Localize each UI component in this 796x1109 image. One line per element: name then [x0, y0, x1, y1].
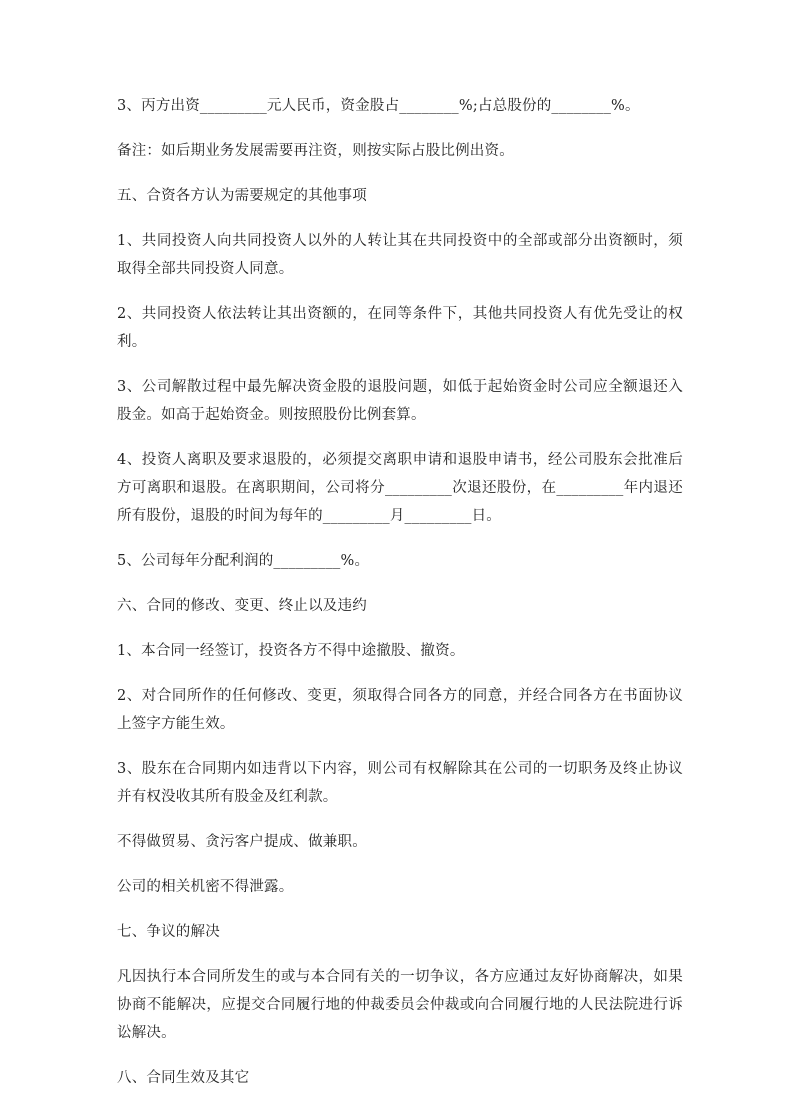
clause-6-1: 1、本合同一经签订，投资各方不得中途撤股、撤资。: [117, 643, 465, 659]
section-heading-8: 八、合同生效及其它: [117, 1070, 250, 1086]
clause-5-5: 5、公司每年分配利润的_________%。: [117, 553, 370, 569]
section-heading-6: 六、合同的修改、变更、终止以及违约: [117, 598, 367, 614]
prohibition-trade: 不得做贸易、贪污客户提成、做兼职。: [117, 834, 367, 850]
prohibition-secrets: 公司的相关机密不得泄露。: [117, 879, 294, 895]
clause-6-3: 3、股东在合同期内如违背以下内容，则公司有权解除其在公司的一切职务及终止协议并有权没收其所有股金及红利款。: [117, 761, 683, 805]
clause-party-c-investment: 3、丙方出资_________元人民币，资金股占________%;占总股份的________%。: [117, 98, 640, 114]
document-page: [117, 92, 683, 1109]
clause-5-3: 3、公司解散过程中最先解决资金股的退股问题，如低于起始资金时公司应全额退还入股金。如高于起始资金。则按照股份比例套算。: [117, 379, 683, 423]
clause-6-2: 2、对合同所作的任何修改、变更，须取得合同各方的同意，并经合同各方在书面协议上签字方能生效。: [117, 688, 683, 732]
clause-7-dispute: 凡因执行本合同所发生的或与本合同有关的一切争议，各方应通过友好协商解决，如果协商不能解决，应提交合同履行地的仲裁委员会仲裁或向合同履行地的人民法院进行诉讼解决。: [117, 969, 683, 1041]
clause-5-4: 4、投资人离职及要求退股的，必须提交离职申请和退股申请书，经公司股东会批准后方可离职和退股。在离职期间，公司将分_________次退还股份，在_________年内退还所有股份，退股的时间为每年的_________月_________日。: [117, 452, 683, 524]
section-heading-5: 五、合资各方认为需要规定的其他事项: [117, 188, 367, 204]
note-additional-investment: 备注：如后期业务发展需要再注资，则按实际占股比例出资。: [117, 143, 514, 159]
section-heading-7: 七、争议的解决: [117, 924, 220, 940]
clause-5-2: 2、共同投资人依法转让其出资额的，在同等条件下，其他共同投资人有优先受让的权利。: [117, 306, 683, 350]
clause-5-1: 1、共同投资人向共同投资人以外的人转让其在共同投资中的全部或部分出资额时，须取得全部共同投资人同意。: [117, 233, 683, 277]
